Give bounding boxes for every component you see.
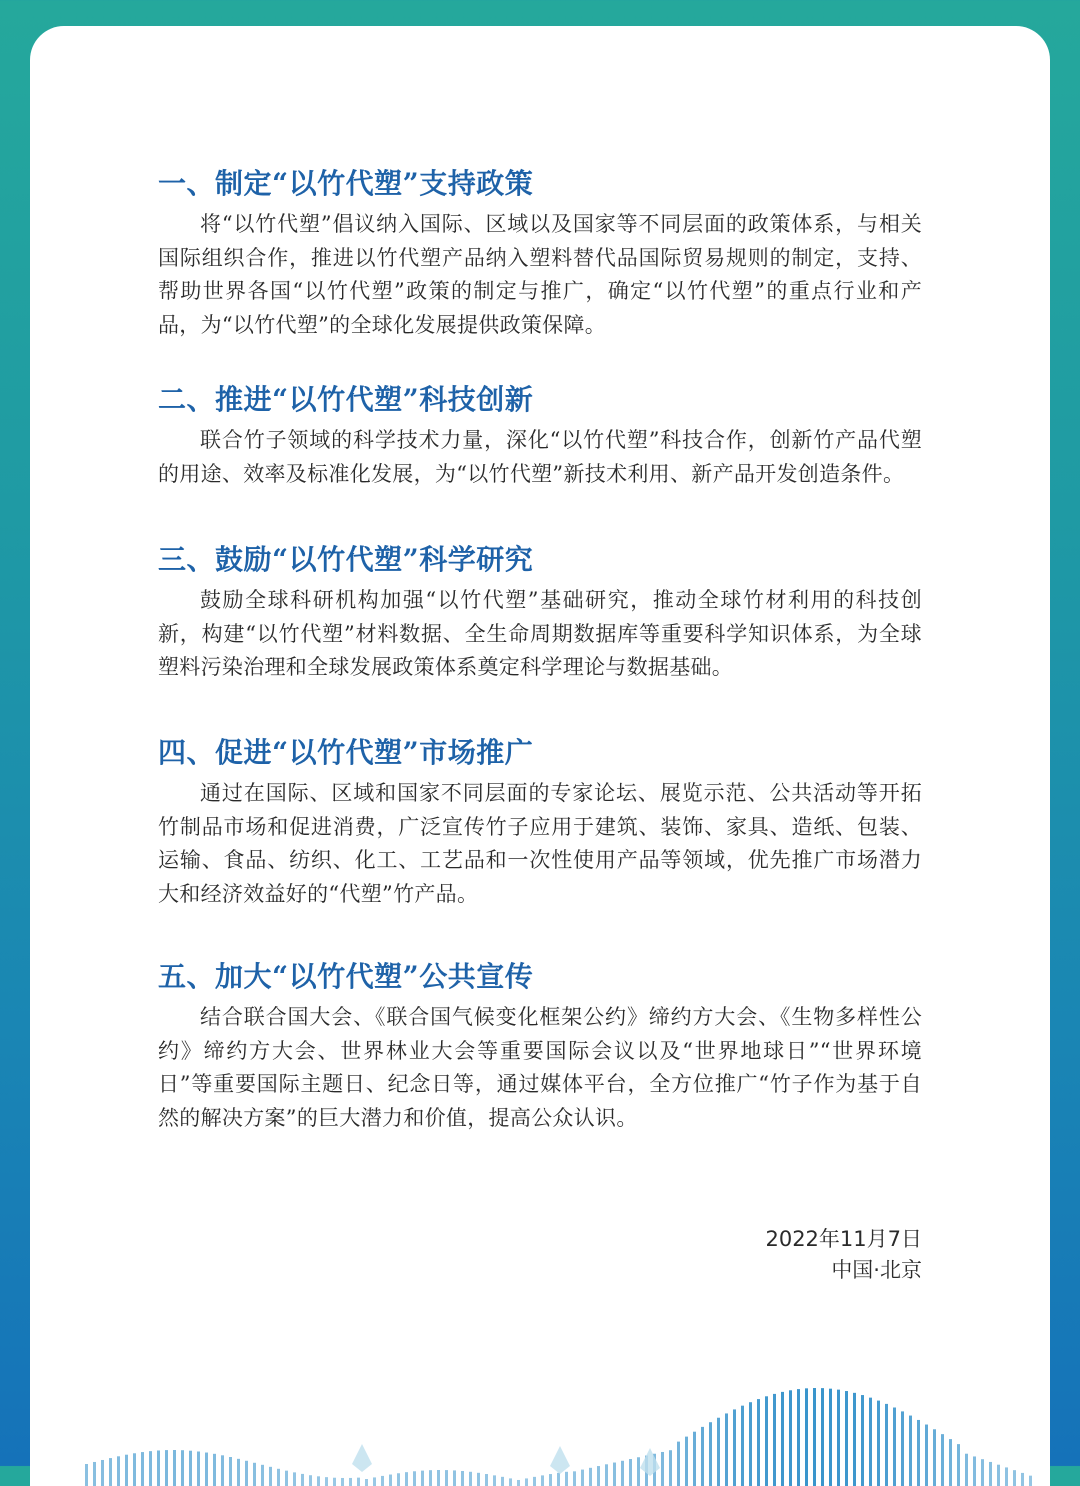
section-heading: 三、鼓励“以竹代塑”科学研究: [158, 540, 922, 580]
section-heading: 二、推进“以竹代塑”科技创新: [158, 380, 922, 420]
signature-block: [765, 1224, 922, 1286]
section-body: 联合竹子领域的科学技术力量，深化“以竹代塑”科技合作，创新竹产品代塑的用途、效率及标准化发展，为“以竹代塑”新技术利用、新产品开发创造条件。: [158, 424, 922, 491]
bamboo-stripes-decoration: [30, 1356, 1050, 1486]
footer-date: 2022年11月7日: [765, 1224, 922, 1255]
section-4: [158, 733, 922, 911]
section-heading: 四、促进“以竹代塑”市场推广: [158, 733, 922, 773]
section-heading: 五、加大“以竹代塑”公共宣传: [158, 957, 922, 997]
section-2: [158, 380, 922, 491]
section-body: 将“以竹代塑”倡议纳入国际、区域以及国家等不同层面的政策体系，与相关国际组织合作，推进以竹代塑产品纳入塑料替代品国际贸易规则的制定，支持、帮助世界各国“以竹代塑”政策的制定与推广，确定“以竹代塑”的重点行业和产品，为“以竹代塑”的全球化发展提供政策保障。: [158, 208, 922, 342]
section-1: [158, 164, 922, 342]
section-heading: 一、制定“以竹代塑”支持政策: [158, 164, 922, 204]
section-3: [158, 540, 922, 685]
section-body: 结合联合国大会、《联合国气候变化框架公约》缔约方大会、《生物多样性公约》缔约方大会、世界林业大会等重要国际会议以及“世界地球日”“世界环境日”等重要国际主题日、纪念日等，通过媒体平台，全方位推广“竹子作为基于自然的解决方案”的巨大潜力和价值，提高公众认识。: [158, 1001, 922, 1135]
section-body: 鼓励全球科研机构加强“以竹代塑”基础研究，推动全球竹材利用的科技创新，构建“以竹代塑”材料数据、全生命周期数据库等重要科学知识体系，为全球塑料污染治理和全球发展政策体系奠定科学理论与数据基础。: [158, 584, 922, 685]
section-5: [158, 957, 922, 1135]
footer-place: 中国·北京: [765, 1255, 922, 1286]
section-body: 通过在国际、区域和国家不同层面的专家论坛、展览示范、公共活动等开拓竹制品市场和促进消费，广泛宣传竹子应用于建筑、装饰、家具、造纸、包装、运输、食品、纺织、化工、工艺品和一次性使用产品等领域，优先推广市场潜力大和经济效益好的“代塑”竹产品。: [158, 777, 922, 911]
document-card: [30, 26, 1050, 1486]
